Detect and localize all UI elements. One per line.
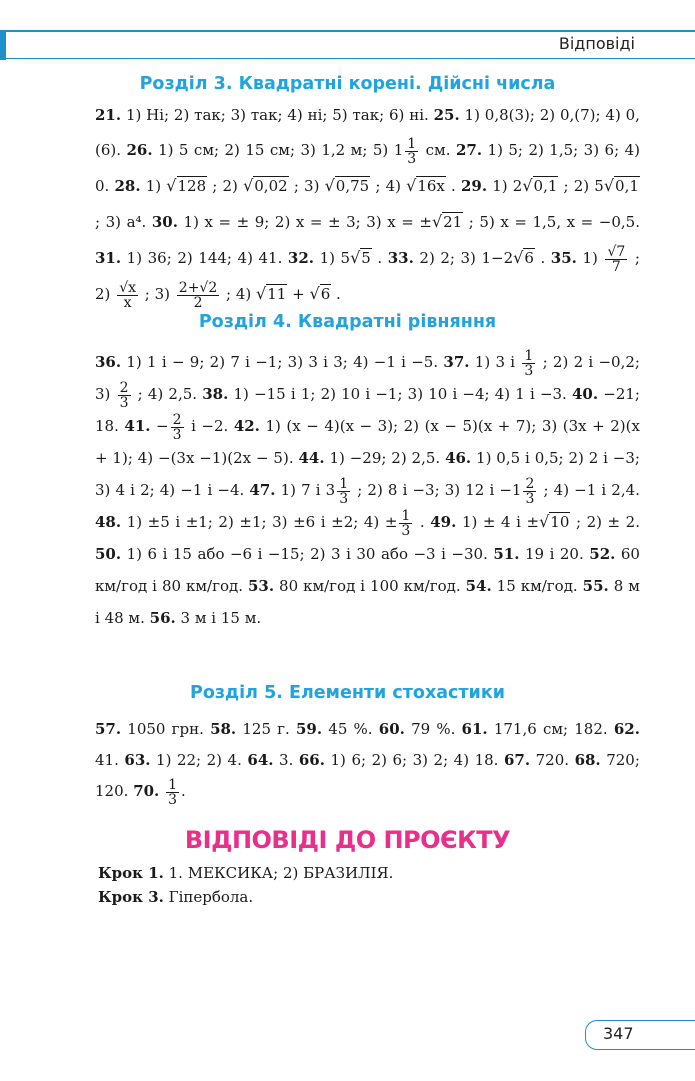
section-3-answers: 21. 1) Ні; 2) так; 3) так; 4) ні; 5) так; 6) ні. 25. 1) 0,8(3); 2) 0,(7); 4) 0,(6). 26. 1) 5 см; 2) 15 см; 3) 1,2 м; 5) 1 $\frac{1}{3}$ см. 27. 1) 5; 2) 1,5; 3) 6; 4) 0. 28. 1) √128 ; 2) √0,02 ; 3) √0,75 ; 4) √16x . 29. 1) 2√0,1 ; 2) 5√0,1 ; 3) a⁴. 30. 1) x = ± 9; 2) x = ± 3; 3) x = ±√21 ; 5) x = 1,5, x = −0,5. 31. 1) 36; 2) 144; 4) 41. 32. 1) 5√5 . 33. 2) 2; 3) 1−2√6 . 35. 1) $\frac{√7}{7}$ ; 2) $\frac{√x}{x}$ ; 3) $\frac{2+√2}{2}$ ; 4) √11 + √6 . <box>95 106 640 311</box>
fraction: $\frac{1}{3}$ <box>524 347 534 379</box>
project-step-1: Крок 1. 1. МЕКСИКА; 2) БРАЗИЛІЯ. <box>98 864 394 882</box>
fraction: $\frac{2}{3}$ <box>119 379 129 411</box>
section-5-title: Розділ 5. Елементи стохастики <box>190 683 505 703</box>
fraction: $\frac{1}{3}$ <box>339 475 349 507</box>
section-4-answers: 36. 1) 1 і − 9; 2) 7 і −1; 3) 3 і 3; 4) −1 і −5. 37. 1) 3 і $\frac{1}{3}$ ; 2) 2 і −0,2; 3) $\frac{2}{3}$ ; 4) 2,5. 38. 1) −15 і 1; 2) 10 і −1; 3) 10 і −4; 4) 1 і −3. 40. −21; 18. 41. − $\frac{2}{3}$ і −2. 42. 1) (x − 4)(x − 3); 2) (x − 5)(x + 7); 3) (3x + 2)(x + 1); 4) −(3x −1)(2x − 5). 44. 1) −29; 2) 2,5. 46. 1) 0,5 і 0,5; 2) 2 і −3; 3) 4 і 2; 4) −1 і −4. 47. 1) 7 і 3 $\frac{1}{3}$ ; 2) 8 і −3; 3) 12 і −1 $\frac{2}{3}$ ; 4) −1 і 2,4. 48. 1) ±5 і ±1; 2) ±1; 3) ±6 і ±2; 4) ± $\frac{1}{3}$ . 49. 1) ± 4 і ±√10 ; 2) ± 2. 50. 1) 6 і 15 або −6 і −15; 2) 3 і 30 або −3 і −30. 51. 19 і 20. 52. 60 км/год і 80 км/год. 53. 80 км/год і 100 км/год. 54. 15 км/год. 55. 8 м і 48 м. 56. 3 м і 15 м. <box>95 347 640 627</box>
running-header-title: Відповіді <box>558 34 635 53</box>
fraction: $\frac{2}{3}$ <box>525 475 535 507</box>
section-5-answers: 57. 1050 грн. 58. 125 г. 59. 45 %. 60. 79 %. 61. 171,6 см; 182. 62. 41. 63. 1) 22; 2) 4. 64. 3. 66. 1) 6; 2) 6; 3) 2; 4) 18. 67. 720. 68. 720; 120. 70. $\frac{1}{3}$ . <box>95 720 640 808</box>
fraction: $\frac{2+√2}{2}$ <box>178 279 218 311</box>
fraction: $\frac{1}{3}$ <box>401 507 411 539</box>
fraction: $\frac{2}{3}$ <box>172 411 182 443</box>
project-step-3: Крок 3. Гіпербола. <box>98 888 254 906</box>
project-answers-title: ВІДПОВІДІ ДО ПРОЄКТУ <box>184 826 511 854</box>
fraction: $\frac{1}{3}$ <box>407 135 417 167</box>
page-number: 347 <box>603 1024 634 1043</box>
fraction: $\frac{√7}{7}$ <box>607 243 626 275</box>
section-3-title: Розділ 3. Квадратні корені. Дійсні числа <box>139 74 556 94</box>
page-number-tab <box>585 1020 695 1050</box>
fraction: $\frac{√x}{x}$ <box>119 279 137 311</box>
fraction: $\frac{1}{3}$ <box>168 776 177 808</box>
section-4-title: Розділ 4. Квадратні рівняння <box>198 312 497 332</box>
